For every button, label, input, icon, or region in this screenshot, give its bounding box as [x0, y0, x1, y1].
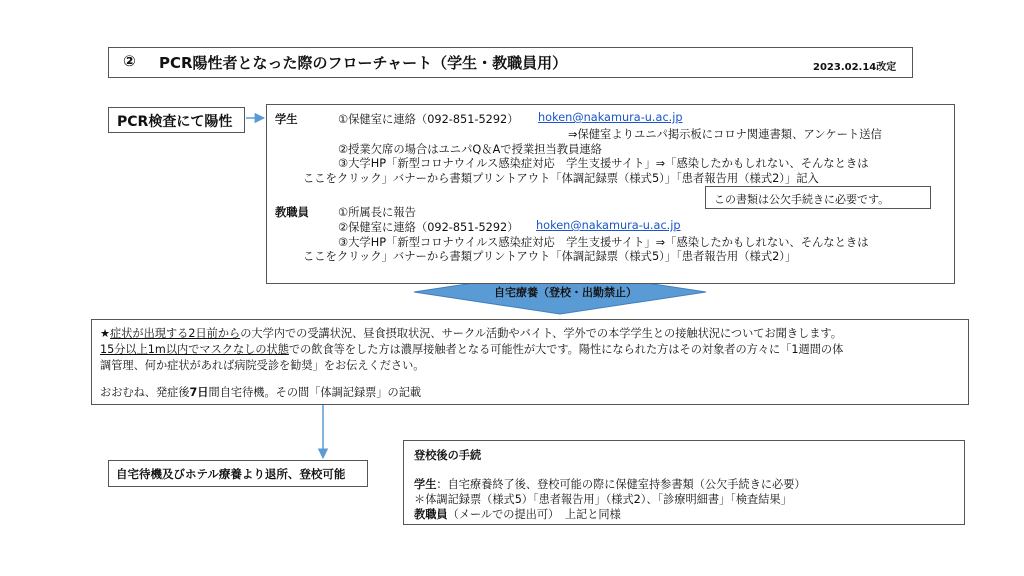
procedure-docs: ＊体調記録票（様式5）「患者報告用」（様式2）、「診療明細書」「検査結果」 — [414, 493, 792, 506]
interview-info-box — [91, 319, 969, 405]
info-line-4 — [100, 384, 421, 400]
info-line-1-underlined: 症状が出現する2日前から — [110, 327, 241, 340]
students-step-3-cont: ここをクリック」バナーから書類プリントアウト「体調記録票（様式5）」「患者報告用（様式2）」記入 — [303, 172, 819, 185]
procedure-box — [403, 440, 965, 525]
staff-heading: 教職員 — [275, 206, 309, 219]
title-number: ② — [123, 52, 136, 70]
staff-step-2: ②保健室に連絡（092-851-5292） — [338, 221, 519, 234]
page-title: PCR陽性者となった際のフローチャート（学生・教職員用） — [159, 54, 568, 72]
procedure-staff-text: （メールでの提出可） 上記と同様 — [447, 508, 621, 521]
procedure-student-text: ：自宅療養終了後、登校可能の際に保健室持参書類（公欠手続きに必要） — [436, 478, 806, 491]
students-step-1: ①保健室に連絡（092-851-5292） — [338, 113, 519, 126]
students-email-link[interactable]: hoken@nakamura-u.ac.jp — [538, 111, 683, 124]
staff-step-1: ①所属長に報告 — [338, 206, 416, 219]
info-line-1-rest: の大学内での受講状況、昼食摂取状況、サークル活動やバイト、学外での本学学生との接触状況についてお聞きします。 — [240, 327, 842, 340]
revision-date: 2023.02.14改定 — [813, 62, 897, 73]
document-note-text: この書類は公欠手続きに必要です。 — [714, 193, 890, 206]
info-line-4-c: 間自宅待機。その間「体調記録票」の記載 — [208, 386, 422, 399]
students-step-3: ③大学HP「新型コロナウイルス感染症対応 学生支援サイト」⇒「感染したかもしれない、そんなときは — [338, 157, 869, 170]
info-line-1 — [100, 325, 842, 341]
info-line-2 — [100, 341, 843, 357]
procedure-student-label: 学生 — [414, 478, 437, 491]
info-line-3: 調管理、何か症状があれば病院受診を勧奨」をお伝えください。 — [100, 359, 425, 372]
info-line-2-rest: での飲食等をした方は濃厚接触者となる可能性が大です。陽性になられた方はその対象者の方々に「1週間の体 — [288, 343, 844, 356]
students-heading: 学生 — [275, 113, 298, 126]
procedure-staff-line — [414, 506, 621, 522]
info-line-4-a: おおむね、発症後 — [100, 386, 190, 399]
students-step-2: ②授業欠席の場合はユニパQ＆Aで授業担当教員連絡 — [338, 143, 602, 156]
info-line-4-days: 7日 — [189, 386, 209, 399]
staff-step-3: ③大学HP「新型コロナウイルス感染症対応 学生支援サイト」⇒「感染したかもしれない、そんなときは — [338, 236, 869, 249]
pcr-positive-label: PCR検査にて陽性 — [117, 114, 233, 130]
procedure-heading: 登校後の手続 — [414, 449, 482, 462]
staff-step-3-cont: ここをクリック」バナーから書類プリントアウト「体調記録票（様式5）」「患者報告用（様式2）」 — [303, 250, 797, 263]
students-step-1-note: ⇒保健室よりユニパ掲示板にコロナ関連書類、アンケート送信 — [568, 128, 882, 141]
star-icon: ★ — [100, 327, 111, 340]
procedure-student-line — [414, 476, 806, 492]
staff-email-link[interactable]: hoken@nakamura-u.ac.jp — [536, 219, 681, 232]
return-to-school-label: 自宅待機及びホテル療養より退所、登校可能 — [116, 467, 346, 481]
procedure-staff-label: 教職員 — [414, 508, 448, 521]
info-line-2-underlined: 15分以上1m以内でマスクなしの状態 — [100, 343, 289, 356]
home-care-label: 自宅療養（登校・出勤禁止） — [494, 286, 637, 299]
document-note-box — [705, 186, 931, 209]
return-to-school-box — [108, 460, 368, 487]
